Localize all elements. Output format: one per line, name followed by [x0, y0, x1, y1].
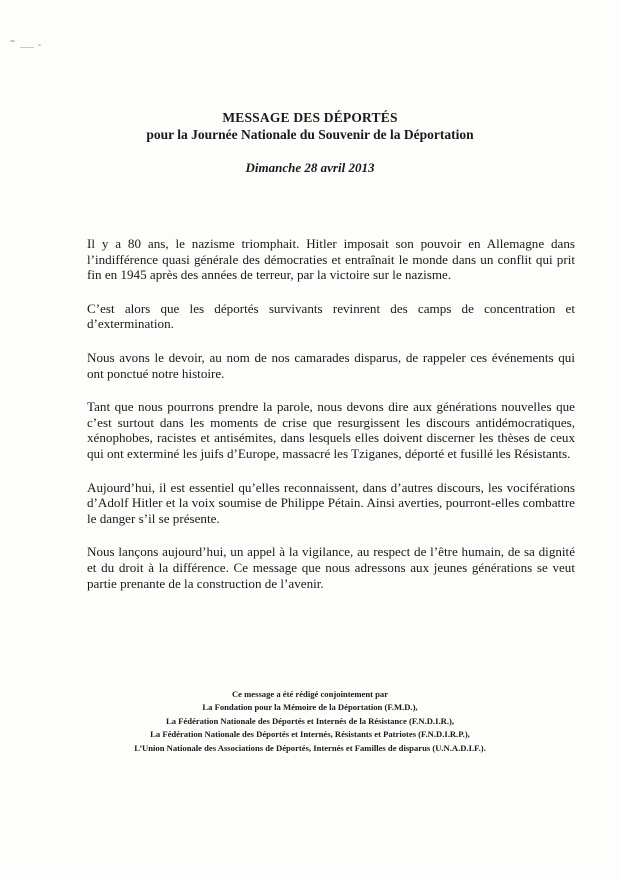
document-title: MESSAGE DES DÉPORTÉS — [222, 110, 398, 125]
footer-organization: La Fédération Nationale des Déportés et Internés, Résistants et Patriotes (F.N.D.I.R.P.), — [150, 729, 470, 740]
footer-organization: La Fédération Nationale des Déportés et Internés de la Résistance (F.N.D.I.R.), — [165, 715, 454, 726]
footer-organization: L’Union Nationale des Associations de Déportés, Internés et Familles de disparus (U.N.A.D.I.F.). — [134, 742, 486, 753]
document-footer — [0, 688, 620, 755]
scan-artifact — [38, 44, 41, 46]
body-paragraph: C’est alors que les déportés survivants revinrent des camps de concentration et d’extermination. — [87, 300, 575, 332]
body-paragraph: Tant que nous pourrons prendre la parole, nous devons dire aux générations nouvelles que c’est surtout dans les moments de crise que resurgissent les discours antidémocratiques, xénophobes, racistes et antisémites, dans lesquels elles doivent discerner les thèses de ceux qui ont exterminé les juifs d’Europe, massacré les Tziganes, déporté et fusillé les Résistants. — [87, 399, 575, 461]
body-paragraph: Nous avons le devoir, au nom de nos camarades disparus, de rappeler ces événements qui ont ponctué notre histoire. — [87, 349, 575, 381]
body-paragraph: Il y a 80 ans, le nazisme triomphait. Hitler imposait son pouvoir en Allemagne dans l’indifférence quasi générale des démocraties et entraînait le monde dans un conflit qui prit fin en 1945 après des années de terreur, par la victoire sur le nazisme. — [87, 236, 575, 283]
document-subtitle: pour la Journée Nationale du Souvenir de la Déportation — [146, 127, 474, 142]
scan-artifact — [20, 47, 34, 48]
body-paragraph: Aujourd’hui, il est essentiel qu’elles reconnaissent, dans d’autres discours, les vociférations d’Adolf Hitler et la voix soumise de Philippe Pétain. Ainsi averties, pourront-elles combattre le danger s’il se présente. — [87, 479, 575, 526]
document-body — [87, 236, 575, 609]
footer-intro: Ce message a été rédigé conjointement par — [231, 689, 389, 699]
document-date: Dimanche 28 avril 2013 — [245, 160, 375, 175]
footer-organization: La Fondation pour la Mémoire de la Déportation (F.M.D.), — [202, 702, 418, 713]
scan-artifact — [10, 40, 15, 42]
body-paragraph: Nous lançons aujourd’hui, un appel à la vigilance, au respect de l’être humain, de sa dignité et du droit à la différence. Ce message que nous adressons aux jeunes générations se veut partie prenante de la construction de l’avenir. — [87, 544, 575, 591]
